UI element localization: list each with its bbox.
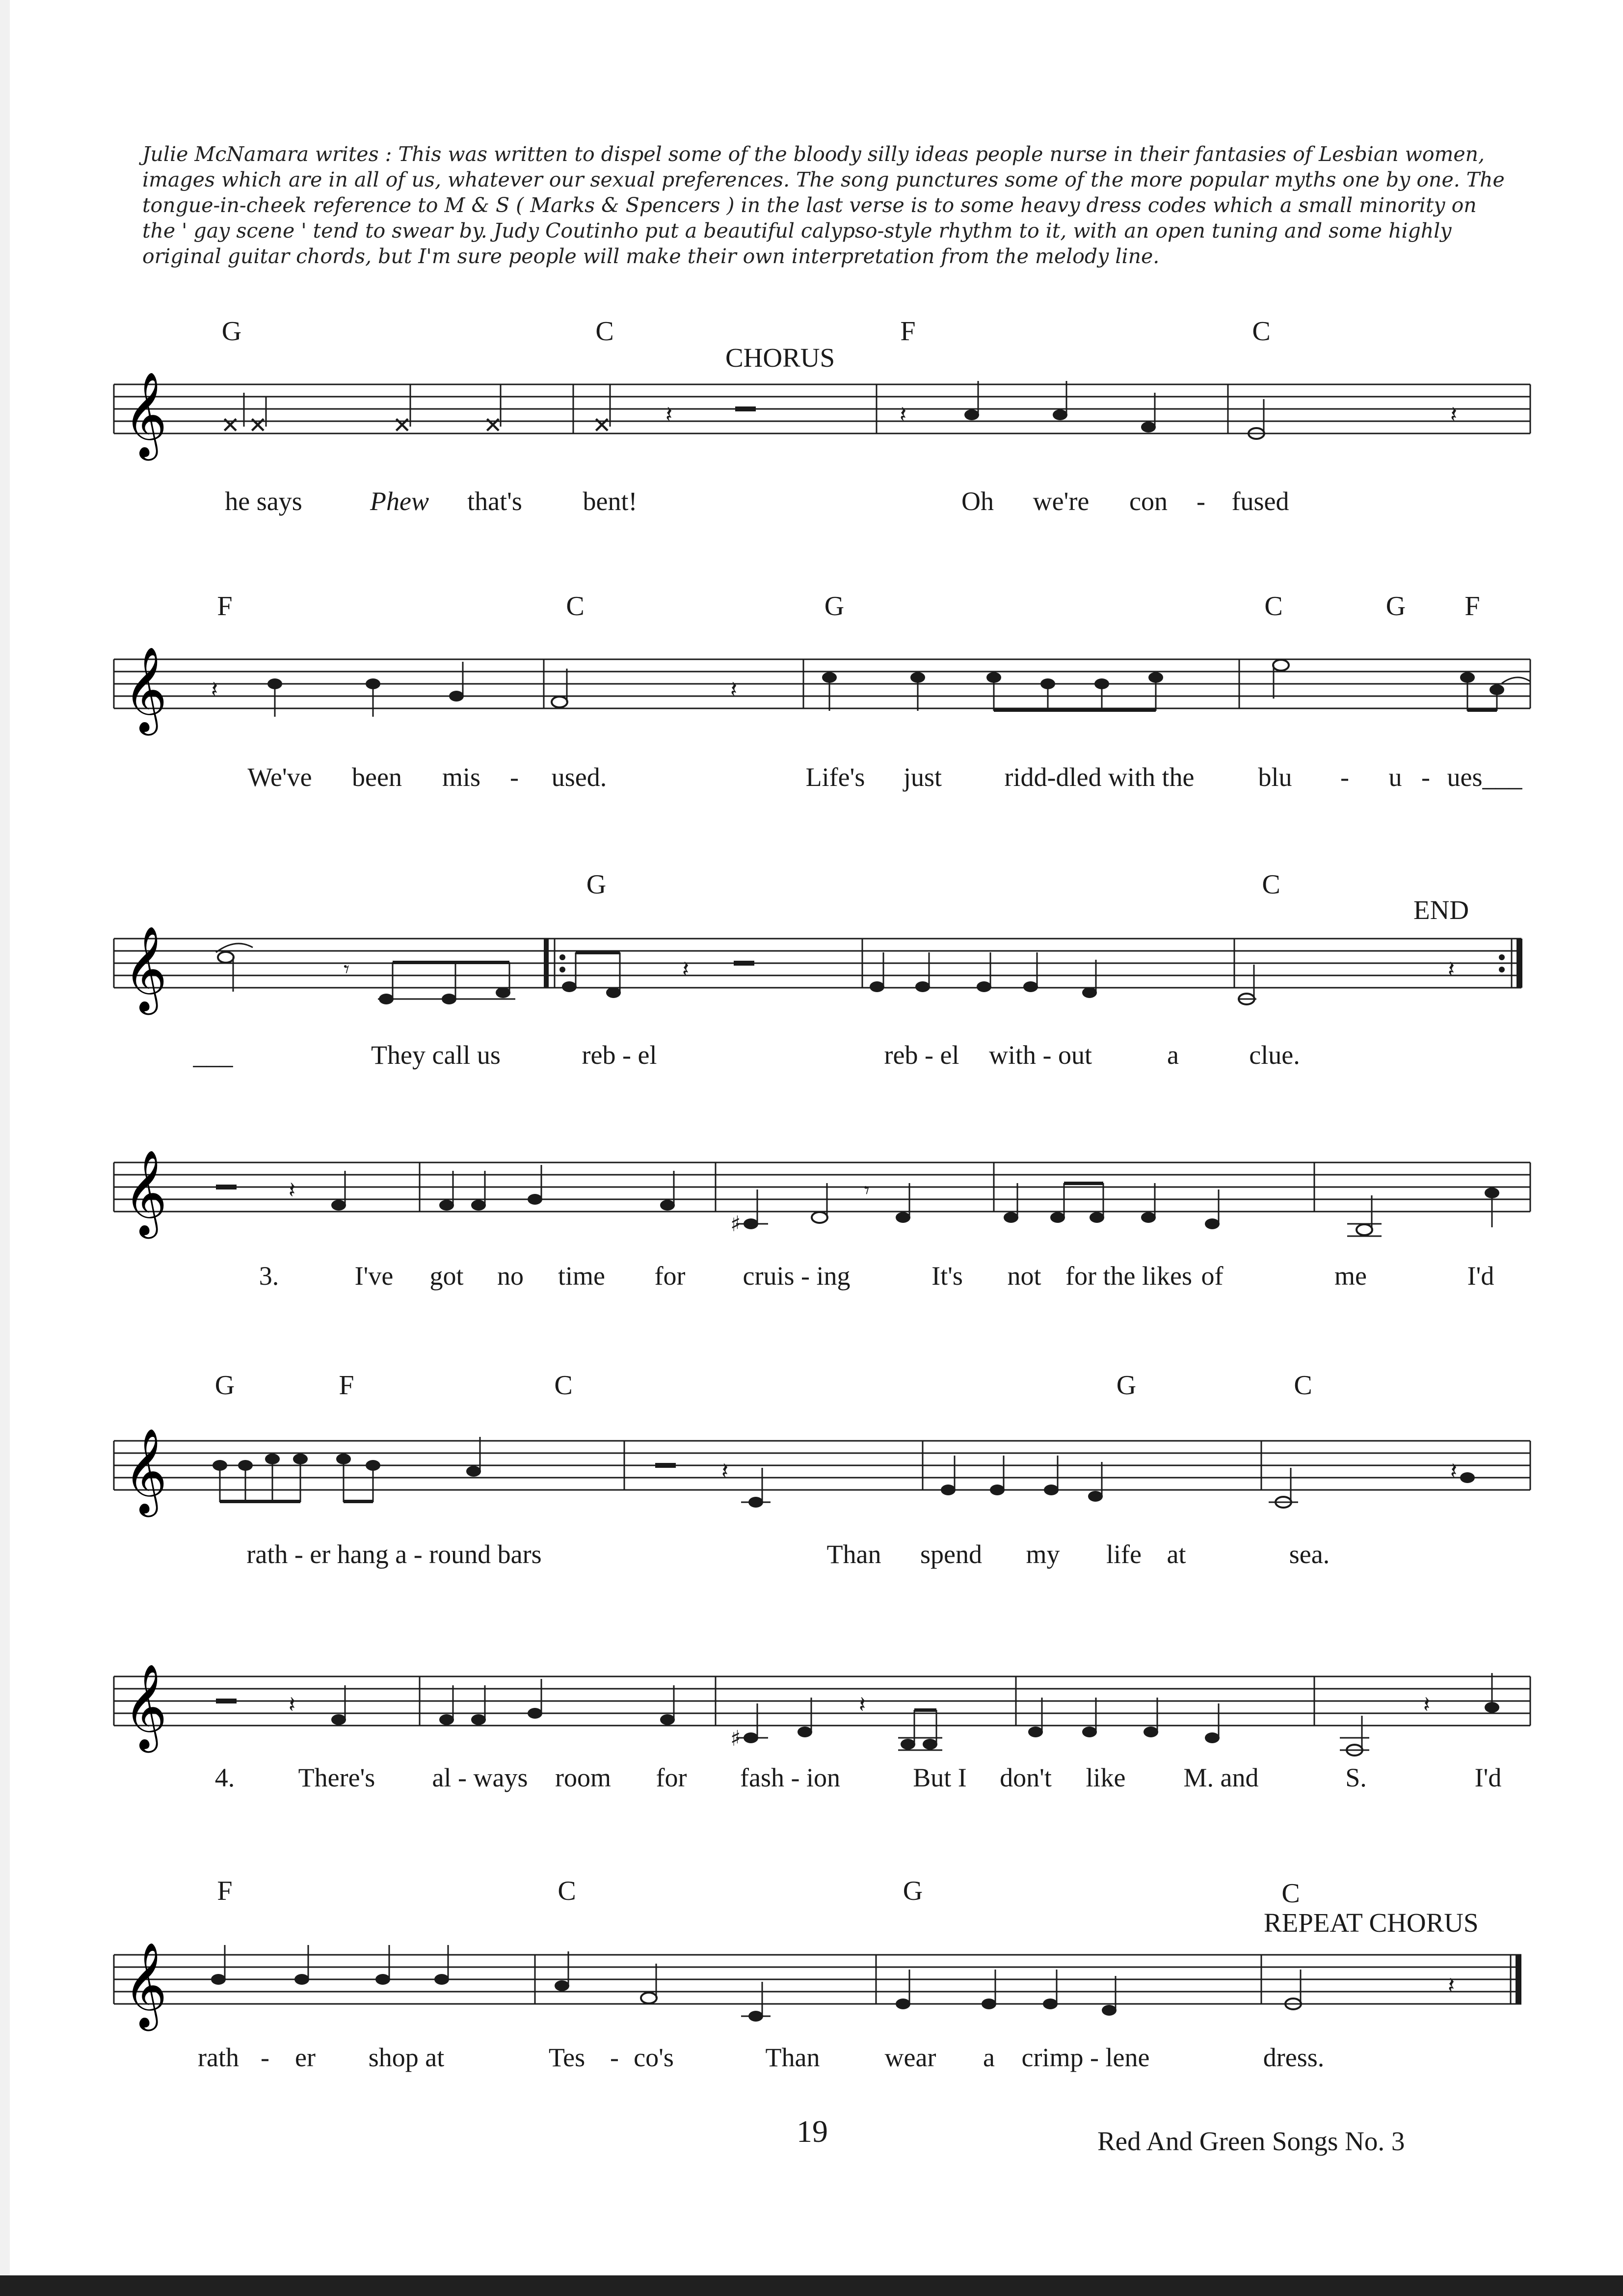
lyric-word: sea. bbox=[1289, 1540, 1330, 1569]
svg-text:✕: ✕ bbox=[393, 412, 412, 438]
lyric-word: - bbox=[1340, 762, 1349, 792]
footer-source: Red And Green Songs No. 3 bbox=[1097, 2126, 1405, 2156]
lyric-word: a bbox=[1167, 1040, 1179, 1070]
chord-label: C bbox=[554, 1370, 573, 1401]
repeat-chorus-marker: REPEAT CHORUS bbox=[1264, 1908, 1479, 1938]
lyric-word: a bbox=[983, 2043, 995, 2072]
treble-clef-icon: 𝄞 bbox=[124, 1428, 167, 1513]
lyric-word: rath - er hang a - round bars bbox=[246, 1540, 542, 1569]
chord-label: C bbox=[1252, 316, 1271, 347]
svg-text:✕: ✕ bbox=[248, 412, 267, 438]
lyric-word: we're bbox=[1033, 486, 1090, 516]
svg-text:✕: ✕ bbox=[592, 412, 612, 438]
treble-clef-icon: 𝄞 bbox=[124, 1942, 167, 2027]
svg-text:𝄽: 𝄽 bbox=[730, 676, 738, 702]
lyric-word: I'd bbox=[1467, 1261, 1494, 1291]
chord-label: G bbox=[214, 1370, 235, 1401]
lyric-word: of bbox=[1201, 1261, 1224, 1291]
treble-clef-icon: 𝄞 bbox=[124, 1664, 167, 1749]
svg-text:𝄽: 𝄽 bbox=[665, 401, 673, 428]
svg-text:𝄽: 𝄽 bbox=[211, 676, 218, 702]
lyric-word: room bbox=[555, 1763, 611, 1792]
lyric-word: bent! bbox=[583, 486, 638, 516]
chord-label: G bbox=[586, 869, 607, 900]
svg-text:𝄽: 𝄽 bbox=[859, 1691, 866, 1718]
lyric-word: with - out bbox=[989, 1040, 1092, 1070]
lyric-word: cruis - ing bbox=[743, 1261, 851, 1291]
lyric-word: like bbox=[1086, 1763, 1126, 1792]
lyric-word: Oh bbox=[961, 486, 994, 516]
chord-label: C bbox=[1264, 591, 1283, 621]
lyric-word: - bbox=[1421, 762, 1430, 792]
lyric-word: - bbox=[261, 2043, 269, 2072]
scan-bottom-edge bbox=[0, 2275, 1623, 2296]
svg-text:𝄾: 𝄾 bbox=[344, 956, 350, 982]
lyric-word: - bbox=[1197, 486, 1205, 516]
chord-label: C bbox=[1294, 1370, 1312, 1401]
chord-label: C bbox=[595, 316, 614, 347]
treble-clef-icon: 𝄞 bbox=[124, 926, 167, 1011]
lyric-word: con bbox=[1129, 486, 1168, 516]
chord-label: F bbox=[217, 1876, 233, 1906]
lyric-word: M. and bbox=[1183, 1763, 1259, 1792]
lyric-word: er bbox=[295, 2043, 316, 2072]
lyric-word: wear bbox=[884, 2043, 936, 2072]
lyric-word: Than bbox=[826, 1540, 881, 1569]
lyric-word: dress. bbox=[1263, 2043, 1325, 2072]
lyric-word: - bbox=[610, 2043, 619, 2072]
chord-label: C bbox=[566, 591, 585, 621]
lyric-word: clue. bbox=[1249, 1040, 1300, 1070]
lyric-word: spend bbox=[920, 1540, 982, 1569]
lyric-word: 4. bbox=[214, 1763, 235, 1792]
lyric-word: me bbox=[1334, 1261, 1367, 1291]
svg-text:✕: ✕ bbox=[221, 412, 240, 438]
lyric-word: got bbox=[429, 1261, 464, 1291]
svg-text:♯: ♯ bbox=[730, 1212, 741, 1237]
lyric-word: don't bbox=[1000, 1763, 1052, 1792]
lyric-word: 3. bbox=[259, 1261, 279, 1291]
lyric-word: u bbox=[1388, 762, 1402, 792]
chord-label: G bbox=[221, 316, 242, 347]
lyric-word: for the likes bbox=[1065, 1261, 1192, 1291]
lyric-word: We've bbox=[247, 762, 312, 792]
chord-label: G bbox=[824, 591, 845, 621]
lyric-word: just bbox=[903, 762, 942, 792]
chord-label: F bbox=[217, 591, 233, 621]
lyric-word: I've bbox=[354, 1261, 394, 1291]
lyric-word: been bbox=[352, 762, 402, 792]
lyric-word: reb - el bbox=[884, 1040, 959, 1070]
svg-text:𝄽: 𝄽 bbox=[900, 401, 907, 428]
lyric-word: rath bbox=[198, 2043, 239, 2072]
lyric-word: for bbox=[656, 1763, 687, 1792]
svg-text:𝄽: 𝄽 bbox=[1448, 956, 1455, 982]
lyric-word: But I bbox=[913, 1763, 967, 1792]
lyric-word: S. bbox=[1345, 1763, 1367, 1792]
svg-text:♯: ♯ bbox=[730, 1726, 741, 1751]
treble-clef-icon: 𝄞 bbox=[124, 372, 167, 457]
lyric-word: life bbox=[1106, 1540, 1142, 1569]
svg-text:𝄽: 𝄽 bbox=[682, 956, 690, 982]
lyric-word: my bbox=[1026, 1540, 1060, 1569]
svg-text:✕: ✕ bbox=[483, 412, 503, 438]
intro-paragraph: Julie McNamara writes : This was written to dispel some of the bloody silly ideas people nurse in their fantasies of Lesbian women, images which are in all of us, whatever our sexual preferences. The song punctures some of the more popular myths one by one. The tongue-in-cheek reference to M & S ( Marks & Spencers ) in the last verse is to some heavy dress codes which a small minority on the ' gay scene ' tend to swear by. Judy Coutinho put a beautiful calypso-style rhythm to it, with an open tuning and some highly original guitar chords, but I'm sure people will make their own interpretation from the melody line. bbox=[142, 142, 1505, 268]
svg-text:𝄽: 𝄽 bbox=[721, 1458, 729, 1484]
lyric-word: I'd bbox=[1474, 1763, 1502, 1792]
chord-label: F bbox=[1464, 591, 1480, 621]
lyric-word: ridd-dled with the bbox=[1004, 762, 1195, 792]
svg-text:𝄽: 𝄽 bbox=[1450, 401, 1458, 428]
lyric-word: time bbox=[558, 1261, 605, 1291]
lyric-word: co's bbox=[634, 2043, 674, 2072]
chord-label: F bbox=[900, 316, 916, 347]
chord-label: C bbox=[1262, 869, 1280, 900]
chord-label: C bbox=[558, 1876, 576, 1906]
lyric-word: for bbox=[654, 1261, 686, 1291]
chord-label: G bbox=[903, 1876, 923, 1906]
chord-label: G bbox=[1385, 591, 1406, 621]
lyric-word: ___ bbox=[193, 1040, 233, 1070]
lyric-word: There's bbox=[298, 1763, 375, 1792]
svg-text:𝄽: 𝄽 bbox=[1423, 1691, 1431, 1718]
lyric-word: no bbox=[497, 1261, 524, 1291]
lyric-word: at bbox=[1167, 1540, 1186, 1569]
lyric-word: used. bbox=[551, 762, 607, 792]
lyric-word: It's bbox=[931, 1261, 963, 1291]
lyric-word: not bbox=[1007, 1261, 1041, 1291]
treble-clef-icon: 𝄞 bbox=[124, 647, 167, 732]
lyric-word: reb - el bbox=[582, 1040, 657, 1070]
lyric-word: crimp - lene bbox=[1021, 2043, 1150, 2072]
lyric-word: They call us bbox=[371, 1040, 501, 1070]
lyric-word: - bbox=[510, 762, 519, 792]
lyric-word: that's bbox=[467, 486, 522, 516]
treble-clef-icon: 𝄞 bbox=[124, 1150, 167, 1235]
svg-text:𝄽: 𝄽 bbox=[289, 1691, 296, 1718]
lyric-word: Life's bbox=[805, 762, 865, 792]
lyric-word: shop at bbox=[368, 2043, 445, 2072]
lyric-word: fash - ion bbox=[740, 1763, 840, 1792]
lyric-word: he says bbox=[225, 486, 302, 516]
page-number: 19 bbox=[797, 2114, 828, 2149]
chord-label: F bbox=[339, 1370, 354, 1401]
svg-text:𝄽: 𝄽 bbox=[289, 1177, 296, 1203]
svg-text:𝄾: 𝄾 bbox=[864, 1177, 870, 1203]
lyric-word: ues___ bbox=[1447, 762, 1522, 792]
svg-text:𝄽: 𝄽 bbox=[1448, 1972, 1455, 1999]
chorus-marker: CHORUS bbox=[725, 343, 835, 373]
lyric-word: Phew bbox=[370, 486, 429, 516]
lyric-word: Tes bbox=[548, 2043, 585, 2072]
final-barline-icon bbox=[1516, 1955, 1521, 2004]
end-marker: END bbox=[1413, 895, 1469, 925]
lyric-word: Than bbox=[765, 2043, 820, 2072]
lyric-word: fused bbox=[1231, 486, 1289, 516]
lyric-word: al - ways bbox=[432, 1763, 528, 1792]
svg-text:𝄽: 𝄽 bbox=[1450, 1458, 1458, 1484]
chord-label: C bbox=[1281, 1878, 1300, 1909]
lyric-word: mis bbox=[442, 762, 481, 792]
chord-label: G bbox=[1116, 1370, 1137, 1401]
lyric-word: blu bbox=[1258, 762, 1292, 792]
